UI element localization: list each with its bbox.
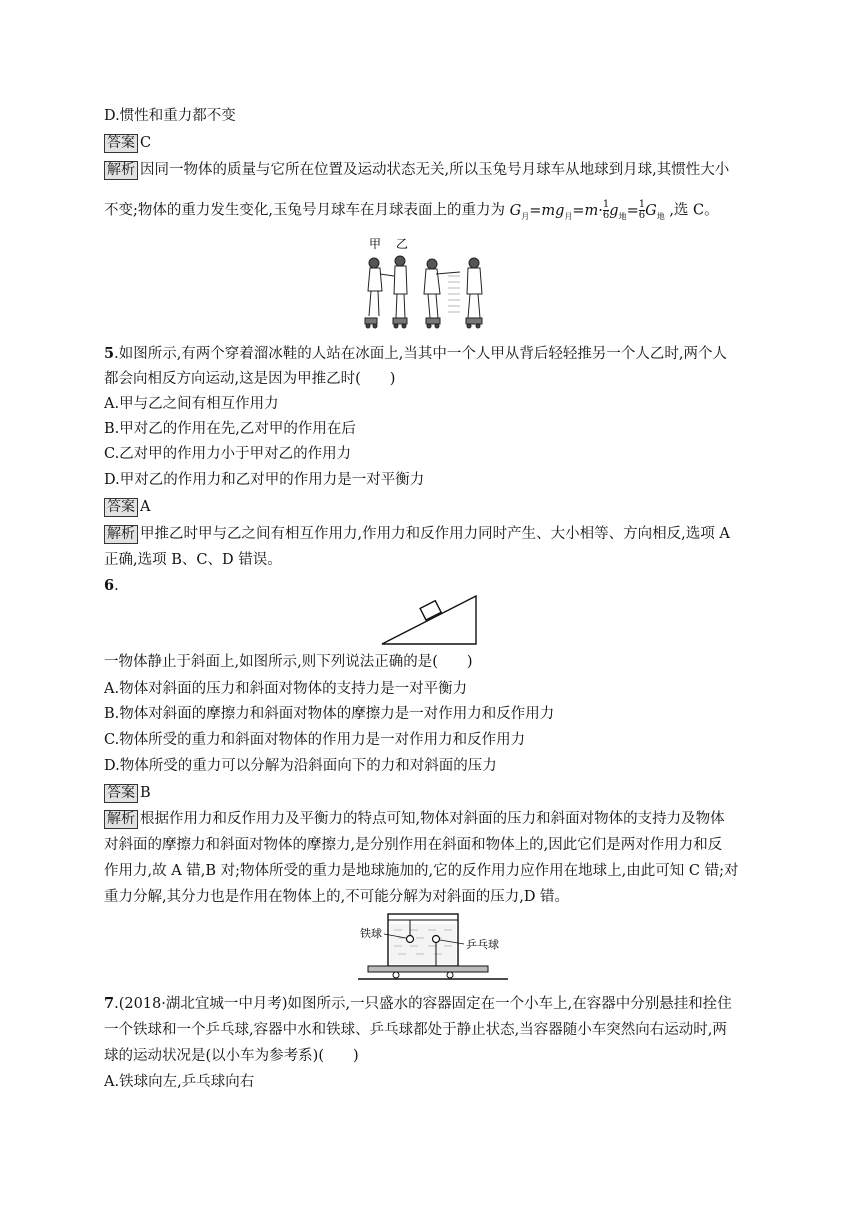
q6-number-line: 6. <box>104 577 119 594</box>
q6-option-b: B.物体对斜面的摩擦力和斜面对物体的摩擦力是一对作用力和反作用力 <box>104 706 555 722</box>
q6-number: 6 <box>104 577 115 594</box>
q5-analysis-line1 <box>104 524 730 544</box>
q6-answer: B <box>140 785 151 801</box>
incline-figure <box>380 594 480 648</box>
q7-stem-line3: 球的运动状况是(以小车为参考系)( ) <box>104 1048 359 1064</box>
q5-option-a: A.甲与乙之间有相互作用力 <box>104 396 279 412</box>
skater-jia <box>365 258 394 328</box>
q6-analysis-line2: 对斜面的摩擦力和斜面对物体的摩擦力,是分别作用在斜面和物体上的,因此它们是两对作用力和反 <box>104 837 723 853</box>
q5-option-c: C.乙对甲的作用力小于甲对乙的作用力 <box>104 446 352 462</box>
q7-stem-text1: .(2018·湖北宜城一中月考)如图所示,一只盛水的容器固定在一个小车上,在容器中分别悬挂和拴住 <box>114 996 732 1012</box>
q5-analysis-text1: 甲推乙时甲与乙之间有相互作用力,作用力和反作用力同时产生、大小相等、方向相反,选项 A <box>140 526 730 542</box>
analysis-tag: 解析 <box>104 810 138 829</box>
cart-body <box>368 966 488 972</box>
q4-analysis-text2: 不变;物体的重力发生变化,玉兔号月球车在月球表面上的重力为 <box>104 202 505 219</box>
q6-answer-row <box>104 783 151 803</box>
label-yi: 乙 <box>396 237 409 251</box>
q6-analysis-line1 <box>104 809 725 829</box>
q5-option-d: D.甲对乙的作用力和乙对甲的作用力是一对平衡力 <box>104 472 425 488</box>
q7-stem-line1 <box>104 994 732 1014</box>
gravity-formula: $G_月=mg_月=m\cdot$ $\frac{1}{6}$ $g_地=$ $\frac{1}{6}$ $G_地$ <box>509 199 665 221</box>
cart-wheel-right <box>447 972 453 978</box>
q5-stem-text1: .如图所示,有两个穿着溜冰鞋的人站在冰面上,当其中一个人甲从背后轻轻推另一个人乙时,两个人 <box>114 346 728 362</box>
pingpong-ball <box>433 936 440 943</box>
q6-analysis-line3: 作用力,故 A 错,B 对;物体所受的重力是地球施加的,它的反作用力应作用在地球上,由此可知 C 错;对 <box>104 863 739 879</box>
skaters-figure <box>360 236 496 336</box>
skater-yi-moving <box>466 258 482 328</box>
fraction-one-sixth-2: $\frac{1}{6}$ <box>638 199 646 221</box>
cart-wheel-left <box>393 972 399 978</box>
skater-jia-moving <box>424 259 460 328</box>
iron-ball <box>407 936 414 943</box>
label-iron-ball: 铁球 <box>360 927 382 940</box>
q6-analysis-text1: 根据作用力和反作用力及平衡力的特点可知,物体对斜面的压力和斜面对物体的支持力及物体 <box>140 811 725 827</box>
answer-tag: 答案 <box>104 498 138 517</box>
q7-option-a: A.铁球向左,乒乓球向右 <box>104 1074 255 1090</box>
fraction-one-sixth: $\frac{1}{6}$ <box>602 199 610 221</box>
q5-stem-line2: 都会向相反方向运动,这是因为甲推乙时( ) <box>104 371 396 387</box>
q4-analysis-line1 <box>104 160 729 180</box>
block-on-incline <box>420 601 441 620</box>
q4-analysis-text1: 因同一物体的质量与它所在位置及运动状态无关,所以玉兔号月球车从地球到月球,其惯性大小 <box>140 162 730 178</box>
analysis-tag: 解析 <box>104 161 138 180</box>
q7-number: 7 <box>104 995 115 1012</box>
q5-option-b: B.甲对乙的作用在先,乙对甲的作用在后 <box>104 421 356 437</box>
q5-analysis-line2: 正确,选项 B、C、D 错误。 <box>104 552 282 568</box>
motion-lines <box>448 276 460 312</box>
q6-stem: 一物体静止于斜面上,如图所示,则下列说法正确的是( ) <box>104 654 473 670</box>
q4-analysis-line2 <box>104 200 719 226</box>
q4-answer-row <box>104 133 151 153</box>
analysis-tag: 解析 <box>104 525 138 544</box>
container-cart-figure <box>358 910 508 984</box>
q4-analysis-end: ,选 C。 <box>669 202 719 219</box>
answer-tag: 答案 <box>104 784 138 803</box>
label-pingpong-ball: 乒乓球 <box>466 938 499 951</box>
label-jia: 甲 <box>369 237 382 251</box>
q6-option-a: A.物体对斜面的压力和斜面对物体的支持力是一对平衡力 <box>104 681 468 697</box>
q5-stem-line1 <box>104 344 727 364</box>
q6-option-d: D.物体所受的重力可以分解为沿斜面向下的力和对斜面的压力 <box>104 758 497 774</box>
q6-analysis-line4: 重力分解,其分力也是作用在物体上的,不可能分解为对斜面的压力,D 错。 <box>104 889 570 905</box>
q7-stem-line2: 一个铁球和一个乒乓球,容器中水和铁球、乒乓球都处于静止状态,当容器随小车突然向右运动时,两 <box>104 1022 727 1038</box>
q5-answer-row <box>104 497 150 517</box>
q6-option-c: C.物体所受的重力和斜面对物体的作用力是一对作用力和反作用力 <box>104 732 526 748</box>
answer-tag: 答案 <box>104 134 138 153</box>
water <box>390 924 456 964</box>
skater-yi <box>393 256 407 328</box>
q5-number: 5 <box>104 345 115 362</box>
q4-option-d: D.惯性和重力都不变 <box>104 108 236 124</box>
q4-answer: C <box>140 135 152 151</box>
q5-answer: A <box>140 499 151 515</box>
